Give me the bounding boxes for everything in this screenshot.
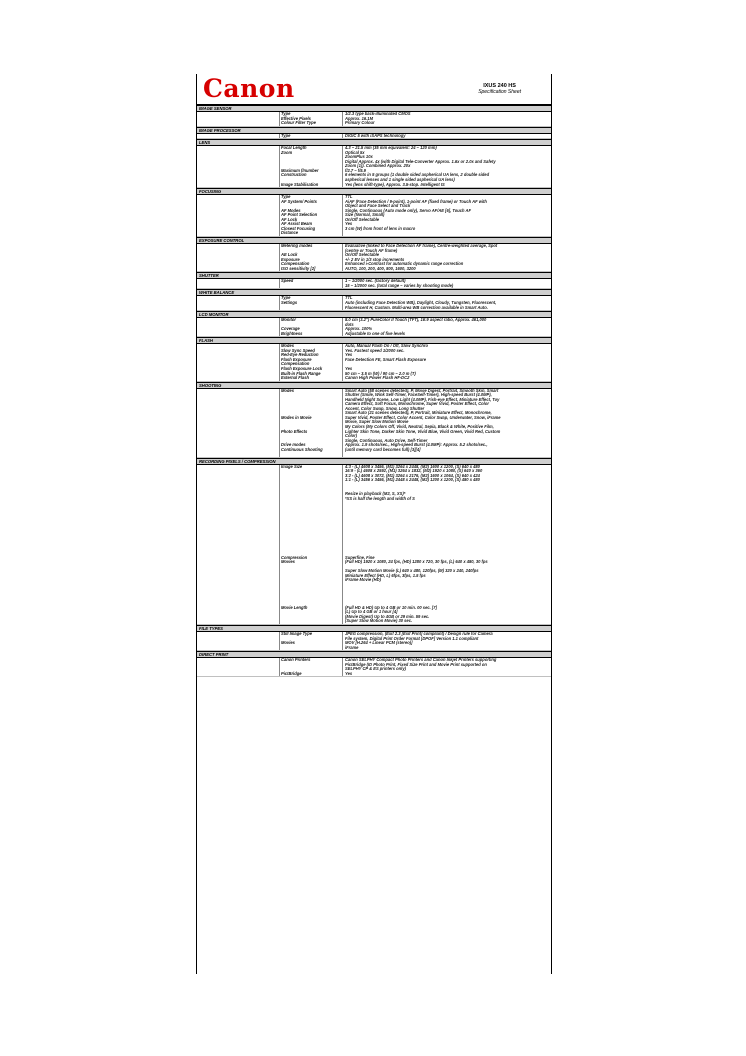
- spec-value: Yes: [345, 221, 353, 227]
- spec-value: Single, Continuous, Auto Drive, Self-Timer: [345, 437, 428, 443]
- spec-label: Type: [281, 111, 291, 116]
- spec-value: Optical 5x: [345, 149, 365, 155]
- spec-label: Flash Exposure: [281, 356, 312, 362]
- spec-value: Fluorescent H, Custom. Multi-area WB correction available in Smart Auto.: [345, 304, 488, 310]
- canon-logo: Canon: [203, 74, 295, 103]
- spec-value: f/2.7 – f/5.9: [345, 167, 366, 173]
- spec-value: Approx. 100%: [345, 326, 373, 332]
- row-spacer: [197, 244, 280, 271]
- spec-value: (Super Slow Motion Movie) 30 sec.: [345, 618, 413, 624]
- spec-labels: [280, 134, 343, 139]
- spec-label: Image Size: [281, 463, 303, 469]
- spec-value: (centre or Touch AF frame): [345, 247, 398, 253]
- spec-label: AF Assist Beam: [281, 221, 313, 227]
- section-header: WHITE BALANCE: [197, 289, 551, 296]
- spec-row: [197, 318, 551, 337]
- spec-label: [281, 646, 342, 651]
- spec-label: AF Point Selection: [281, 212, 318, 218]
- spec-label: Effective Pixels: [281, 115, 311, 121]
- spec-value: ZoomPlus 10x: [345, 154, 373, 160]
- spec-label: AF Modes: [281, 207, 301, 213]
- spec-values: [343, 279, 551, 288]
- spec-label: External Flash: [281, 375, 309, 381]
- spec-value: Size (Normal, Small): [345, 212, 385, 218]
- spec-label: Speed: [281, 278, 294, 284]
- spec-values: [343, 146, 551, 187]
- spec-value: +/- 2 EV in 1/3 stop increments: [345, 256, 405, 262]
- spec-label: Compensation: [281, 361, 310, 367]
- section-header: IMAGE PROCESSOR: [197, 127, 551, 134]
- row-spacer: [197, 344, 280, 380]
- spec-values: [343, 632, 551, 650]
- spec-row: [197, 146, 551, 188]
- spec-label: Movie Length: [281, 604, 308, 610]
- spec-label: PictBridge: [281, 670, 302, 676]
- spec-values: [343, 318, 551, 336]
- spec-row: [197, 296, 551, 311]
- spec-value: Yes (lens shift-type), Approx. 3.5-stop. Intelligent IS: [345, 181, 445, 187]
- spec-labels: [280, 279, 343, 288]
- spec-label: Monitor: [281, 317, 297, 323]
- spec-value: Enhanced i-Contrast for automatic dynamic range correction: [345, 261, 464, 267]
- spec-label: Settings: [281, 299, 298, 305]
- spec-label: Photo Effects: [281, 428, 308, 434]
- spec-value: *XS is half the length and width of S: [345, 495, 415, 501]
- spec-value: Canon SELPHY Compact Photo Printers and Canon Inkjet Printers supporting: [345, 657, 497, 663]
- spec-values: [343, 465, 551, 624]
- model-name: IXUS 240 HS: [483, 83, 516, 89]
- spec-value: JPEG compression, (Exif 2.3 [Exif Print] compliant) / Design rule for Camera: [345, 630, 493, 636]
- spec-labels: [280, 244, 343, 271]
- spec-value: SELPHY CP & ES printers only): [345, 666, 406, 672]
- spec-label: Image Stabilisation: [281, 181, 319, 187]
- section-header: FILE TYPES: [197, 625, 551, 632]
- section-header: FOCUSING: [197, 188, 551, 195]
- spec-value: Color): [345, 433, 358, 439]
- spec-value: AUTO, 100, 200, 400, 800, 1600, 3200: [345, 265, 416, 271]
- row-spacer: [197, 296, 280, 310]
- spec-row: [197, 658, 551, 677]
- spec-value: Camera Effect, Soft Focus, Monochrome, Super Vivid, Poster Effect, Color: [345, 401, 489, 407]
- spec-value: dots: [345, 321, 354, 327]
- spec-row: [197, 244, 551, 272]
- spec-value: Miniature Effect (HD, L) 6fps, 3fps, 1.5 fps: [345, 572, 426, 578]
- spec-value: TTL: [345, 295, 353, 301]
- spec-values: [343, 134, 551, 139]
- spec-row: [197, 465, 551, 625]
- row-spacer: [197, 134, 280, 139]
- spec-value: 4.3 – 21.5 mm (35 mm equivalent: 24 – 120 mm): [345, 145, 437, 151]
- spec-label: Closest Focusing: [281, 225, 316, 231]
- document-title: Specification Sheet: [478, 89, 521, 95]
- spec-label: Canon Printers: [281, 657, 311, 663]
- spec-value: MOV [H.264 + Linear PCM (stereo)]: [345, 640, 413, 646]
- section-header: DIRECT PRINT: [197, 651, 551, 658]
- spec-label: AE Lock: [281, 252, 298, 258]
- spec-labels: [280, 112, 343, 126]
- section-header: SHUTTER: [197, 272, 551, 279]
- spec-label: Brightness: [281, 330, 303, 336]
- spec-value: Approx. 16.1M: [345, 115, 373, 121]
- spec-label: Type: [281, 132, 291, 138]
- spec-labels: [280, 389, 343, 457]
- spec-values: [343, 195, 551, 236]
- spec-values: [343, 296, 551, 310]
- spec-label: [281, 306, 342, 311]
- spec-value: (Full HD & HD) Up to 4 GB or 10 min. 00 sec. [7]: [345, 604, 437, 610]
- spec-value: Shutter (Smile, Wink Self-Timer, FaceSelf-Timer), High-speed Burst (4.0MP),: [345, 392, 492, 398]
- spec-label: Metering modes: [281, 243, 313, 249]
- spec-value: 1 – 1/2000 sec. (factory default): [345, 278, 406, 284]
- spec-values: [343, 389, 551, 457]
- spec-value: 6 elements in 5 groups (1 double sided aspherical UA lens, 2 double sided: [345, 172, 490, 178]
- spec-label: Zoom: [281, 149, 293, 155]
- spec-table: [197, 105, 551, 677]
- spec-value: [345, 231, 548, 236]
- spec-labels: [280, 195, 343, 236]
- spec-row: [197, 344, 551, 381]
- spec-value: Single, Continuous (Auto mode only), Servo AF/AE [6], Touch AF: [345, 207, 471, 213]
- spec-value: Yes. Fastest speed 1/2000 sec.: [345, 347, 405, 353]
- spec-value: (until memory card becomes full) [3][4]: [345, 446, 421, 452]
- spec-label: Modes in Movie: [281, 414, 312, 420]
- spec-value: Superfine, Fine: [345, 554, 375, 560]
- spec-value: Auto, Manual Flash On / Off, Slow Synchro: [345, 343, 428, 349]
- spec-value: 3 cm (W) from front of lens in macro: [345, 225, 416, 231]
- row-spacer: [197, 279, 280, 288]
- row-spacer: [197, 658, 280, 676]
- spec-label: Construction: [281, 172, 307, 178]
- spec-label: Continuous Shooting: [281, 446, 323, 452]
- spec-value: Resize in playback (M2, S, XS)*: [345, 491, 406, 497]
- spec-value: PictBridge (ID Photo Print, Fixed Size Print and Movie Print supported on: [345, 661, 487, 667]
- spec-label: Drive modes: [281, 442, 306, 448]
- section-header: FLASH: [197, 337, 551, 344]
- section-header: LENS: [197, 139, 551, 146]
- spec-value: Face Detection FE, Smart Flash Exposure: [345, 356, 426, 362]
- spec-value: Canon High Power Flash HF-DC2: [345, 375, 410, 381]
- spec-sheet: [196, 74, 552, 974]
- spec-value: My Colors (My Colors Off, Vivid, Neutral, Sepia, Black & White, Positive Film,: [345, 423, 494, 429]
- section-header: EXPOSURE CONTROL: [197, 237, 551, 244]
- row-spacer: [197, 389, 280, 457]
- spec-value: Approx. 1.9 shots/sec., High-speed Burst (4.0MP): Approx. 5.2 shots/sec.,: [345, 442, 488, 448]
- spec-row: [197, 279, 551, 289]
- spec-labels: [280, 344, 343, 380]
- spec-label: [281, 619, 342, 624]
- row-spacer: [197, 195, 280, 236]
- spec-value: aspherical lenses and 1 single sided aspherical UA lens): [345, 177, 455, 183]
- spec-value: Yes: [345, 352, 353, 358]
- spec-label: Compensation: [281, 261, 310, 267]
- spec-value: iFrame Movie (HD): [345, 577, 381, 583]
- section-header: SHOOTING: [197, 382, 551, 389]
- spec-value: 1:1 - (L) 3456 x 3456, (M1) 2448 x 2448, (M2) 1200 x 1200, (S) 480 x 480: [345, 477, 480, 483]
- section-header: LCD MONITOR: [197, 311, 551, 318]
- model-title-block: [478, 83, 521, 95]
- spec-label: Built-in Flash Range: [281, 370, 321, 376]
- spec-value: Smart Auto (58 scenes detected), P, Movie Digest, Portrait, Smooth Skin, Smart: [345, 387, 499, 393]
- spec-label: [281, 452, 342, 457]
- spec-value: Adjustable to one of five levels: [345, 330, 406, 336]
- spec-values: [343, 344, 551, 380]
- spec-value: DIGIC 5 with iSAPS technology: [345, 132, 406, 138]
- row-spacer: [197, 318, 280, 336]
- spec-label: AF System/ Points: [281, 198, 317, 204]
- spec-row: [197, 389, 551, 458]
- spec-value: On/Off Selectable: [345, 216, 380, 222]
- spec-row: [197, 632, 551, 651]
- section-header: RECORDING PIXELS / COMPRESSION: [197, 458, 551, 465]
- spec-row: [197, 112, 551, 127]
- spec-label: Maximum f/number: [281, 167, 319, 173]
- spec-value: Yes: [345, 670, 353, 676]
- spec-value: 50 cm – 3.5 m (W) / 90 cm – 2.0 m (T): [345, 370, 416, 376]
- spec-label: ISO sensitivity [2]: [281, 265, 316, 271]
- spec-label: Distance: [281, 230, 299, 236]
- spec-labels: [280, 658, 343, 676]
- spec-value: (Movie Digest) Up to 4GB or 29 min. 59 sec.: [345, 613, 430, 619]
- spec-value: Accent, Color Swap, Snow, Long Shutter: [345, 405, 425, 411]
- spec-label: [281, 284, 342, 289]
- sheet-header: [197, 74, 551, 105]
- spec-value: Super Vivid, Poster Effect, Color Accent, Color Swap, Underwater, Snow, iFrame: [345, 414, 501, 420]
- spec-label: Type: [281, 295, 291, 301]
- spec-value: Handheld Night Scene, Low Light (4.0MP), Fish-eye Effect, Miniature Effect, Toy: [345, 396, 500, 402]
- spec-value: Smart Auto (21 scenes detected), P, Portrait, Miniature Effect, Monochrome,: [345, 410, 492, 416]
- spec-labels: [280, 296, 343, 310]
- spec-value: Evaluative (linked to Face Detection AF frame), Centre-weighted average, Spot: [345, 243, 498, 249]
- spec-value: iFrame: [345, 644, 359, 650]
- spec-labels: [280, 146, 343, 187]
- spec-label: Focal Length: [281, 145, 307, 151]
- spec-label: Flash Exposure Lock: [281, 365, 323, 371]
- spec-value: (L) Up to 4 GB or 1 hour [4]: [345, 609, 398, 615]
- spec-value: 4:3 - (L) 4608 x 3456, (M1) 3264 x 2448, (M2) 1600 x 1200, (S) 640 x 480: [345, 463, 480, 469]
- spec-value: 15 – 1/2000 sec. (total range – varies by shooting mode): [345, 282, 454, 288]
- spec-value: 16:9 - (L) 4608 x 2592, (M1) 3264 x 1832, (M2) 1920 x 1080, (S) 640 x 360: [345, 468, 483, 474]
- spec-value: Lighter Skin Tone, Darker Skin Tone, Vivid Blue, Vivid Green, Vivid Red, Custom: [345, 428, 501, 434]
- spec-value: Auto (including Face Detection WB), Daylight, Cloudy, Tungsten, Fluorescent,: [345, 299, 497, 305]
- spec-label: Slow Sync Speed: [281, 347, 315, 353]
- spec-label: Red-Eye Reduction: [281, 352, 319, 358]
- spec-value: Zoom [1]). Combined Approx. 20x: [345, 163, 411, 169]
- spec-labels: [280, 465, 343, 624]
- spec-label: Modes: [281, 343, 294, 349]
- spec-row: [197, 195, 551, 237]
- spec-value: Digital Approx. 4x (with Digital Tele-Converter Approx. 1.6x or 2.0x and Safety: [345, 158, 496, 164]
- spec-value: Yes: [345, 365, 353, 371]
- spec-value: Movie, Super Slow Motion Movie: [345, 419, 409, 425]
- spec-label: Still Image Type: [281, 630, 313, 636]
- spec-labels: [280, 318, 343, 336]
- section-header: IMAGE SENSOR: [197, 105, 551, 112]
- spec-label: Coverage: [281, 326, 300, 332]
- spec-value: On/Off Selectable: [345, 252, 380, 258]
- spec-value: 8.0 cm (3.2") PureColor II Touch (TFT), 16:9 aspect ratio, Approx. 461,000: [345, 317, 487, 323]
- row-spacer: [197, 146, 280, 187]
- spec-values: [343, 244, 551, 271]
- spec-value: Primary Colour: [345, 120, 375, 126]
- row-spacer: [197, 632, 280, 650]
- spec-value: Super Slow Motion Movie (L) 640 x 480, 120fps, (M) 320 x 240, 240fps: [345, 568, 479, 574]
- spec-values: [343, 112, 551, 126]
- spec-label: Compression: [281, 554, 308, 560]
- spec-values: [343, 658, 551, 676]
- spec-value: Object and Face Select and Track: [345, 203, 411, 209]
- spec-label: AF Lock: [281, 216, 298, 222]
- spec-label: Modes: [281, 387, 294, 393]
- spec-label: Movies: [281, 559, 295, 565]
- spec-value: File system, Digital Print Order Format [DPOF] Version 1.1 compliant: [345, 635, 479, 641]
- spec-value: [345, 452, 548, 457]
- spec-value: AiAF (Face Detection / 9-point), 1-point AF (fixed frame) or Touch AF with: [345, 198, 487, 204]
- spec-value: 3:2 - (L) 4608 x 3072, (M1) 3264 x 2176, (M2) 1600 x 1064, (S) 640 x 424: [345, 472, 480, 478]
- row-spacer: [197, 465, 280, 624]
- spec-label: Type: [281, 194, 291, 200]
- spec-label: Colour Filter Type: [281, 120, 316, 126]
- spec-value: TTL: [345, 194, 353, 200]
- spec-value: (Full HD) 1920 x 1080, 24 fps, (HD) 1280 x 720, 30 fps, (L) 640 x 480, 30 fps: [345, 559, 488, 565]
- spec-label: Exposure: [281, 256, 300, 262]
- spec-label: Movies: [281, 640, 295, 646]
- row-spacer: [197, 112, 280, 126]
- spec-value: 1/2.3 type back-illuminated CMOS: [345, 111, 411, 116]
- spec-labels: [280, 632, 343, 650]
